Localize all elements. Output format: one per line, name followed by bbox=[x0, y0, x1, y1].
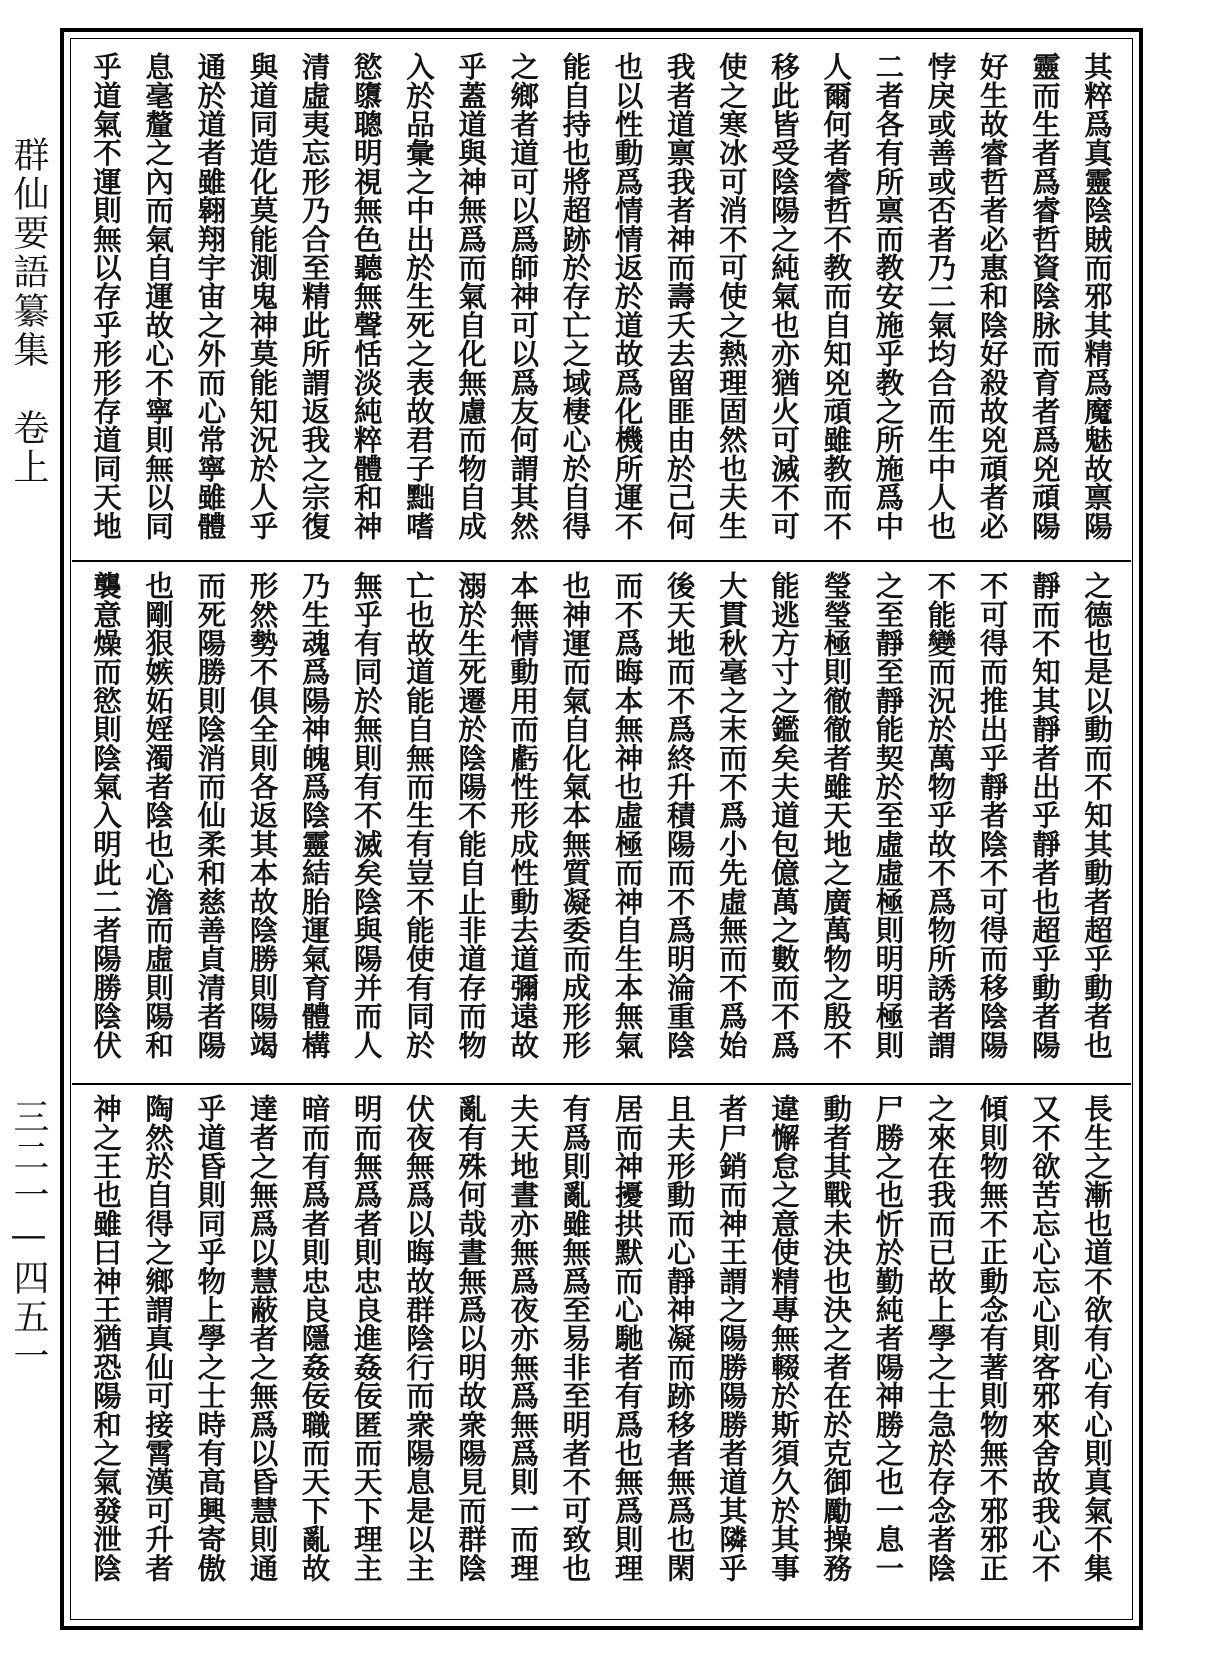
page-number: 三二一—四五一 bbox=[8, 1098, 49, 1376]
text-column: 靈而生者爲睿哲資陰脉而育者爲兇頑陽 bbox=[1027, 52, 1062, 540]
text-column: 亂有殊何哉晝無爲以明故衆陽見而群陰 bbox=[454, 1094, 489, 1582]
text-column: 也神運而氣自化氣本無質凝委而成形形 bbox=[558, 571, 593, 1059]
text-column: 通於道者雖翱翔宇宙之外而心常寧雖體 bbox=[193, 52, 228, 540]
text-column: 又不欲苦忘心忘心則客邪來舍故我心不 bbox=[1027, 1094, 1062, 1582]
text-column: 且夫形動而心靜神凝而跡移者無爲也閑 bbox=[662, 1094, 697, 1582]
text-column: 溺於生死遷於陰陽不能自止非道存而物 bbox=[454, 571, 489, 1059]
text-column: 乃生魂爲陽神魄爲陰靈結胎運氣育體構 bbox=[297, 571, 332, 1059]
text-column: 陶然於自得之鄉謂真仙可接霄漢可升者 bbox=[141, 1094, 176, 1582]
text-column: 乎道昏則同乎物上學之士時有高興寄傲 bbox=[193, 1094, 228, 1582]
text-column: 清虛夷忘形乃合至精此所謂返我之宗復 bbox=[297, 52, 332, 540]
text-column: 使之寒冰可消不可使之熱理固然也夫生 bbox=[714, 52, 749, 540]
text-column: 伏夜無爲以晦故群陰行而衆陽息是以主 bbox=[401, 1094, 436, 1582]
text-column: 乎蓋道與神無爲而氣自化無慮而物自成 bbox=[454, 52, 489, 540]
text-column: 而不爲晦本無神也虛極而神自生本無氣 bbox=[610, 571, 645, 1059]
text-column: 乎道氣不運則無以存乎形形存道同天地 bbox=[89, 52, 123, 540]
text-column: 息毫釐之內而氣自運故心不寧則無以同 bbox=[141, 52, 176, 540]
text-column: 傾則物無不正動念有著則物無不邪邪正 bbox=[975, 1094, 1010, 1582]
text-columns bbox=[84, 52, 1119, 554]
text-column: 之德也是以動而不知其動者超乎動者也 bbox=[1079, 571, 1114, 1059]
text-column: 後天地而不爲終升積陽而不爲明淪重陰 bbox=[662, 571, 697, 1059]
text-column: 無乎有同於無則有不滅矣陰與陽并而人 bbox=[349, 571, 384, 1059]
text-column: 達者之無爲以慧蔽者之無爲以昏慧則通 bbox=[245, 1094, 280, 1582]
text-column: 明而無爲者則忠良進姦佞匿而天下理主 bbox=[349, 1094, 384, 1582]
register-upper bbox=[78, 46, 1125, 558]
text-column: 大貫秋毫之末而不爲小先虛無而不爲始 bbox=[714, 571, 749, 1059]
text-column: 靜而不知其靜者出乎靜者也超乎動者陽 bbox=[1027, 571, 1062, 1059]
text-column: 人爾何者睿哲不教而自知兇頑雖教而不 bbox=[819, 52, 854, 540]
register-lower bbox=[78, 1088, 1125, 1606]
text-column: 能逃方寸之鑑矣夫道包億萬之數而不爲 bbox=[767, 571, 802, 1059]
text-column: 二者各有所禀而教安施乎教之所施爲中 bbox=[871, 52, 906, 540]
text-column: 夫天地晝亦無爲夜亦無爲無爲則一而理 bbox=[506, 1094, 541, 1582]
text-column: 者尸銷而神王謂之陽勝陽勝者道其隣乎 bbox=[714, 1094, 749, 1582]
text-column: 慾隳聰明視無色聽無聲恬淡純粹體和神 bbox=[349, 52, 384, 540]
book-title: 群仙要語纂集 卷上 bbox=[8, 136, 49, 487]
text-column: 不能變而況於萬物乎故不爲物所誘者謂 bbox=[923, 571, 958, 1059]
text-column: 有爲則亂雖無爲至易非至明者不可致也 bbox=[558, 1094, 593, 1582]
text-column: 居而神擾拱默而心馳者有爲也無爲則理 bbox=[610, 1094, 645, 1582]
text-column: 也剛狠嫉妬婬濁者陰也心澹而虛則陽和 bbox=[141, 571, 176, 1059]
text-column: 不可得而推出乎靜者陰不可得而移陰陽 bbox=[975, 571, 1010, 1059]
text-column: 之來在我而已故上學之士急於存念者陰 bbox=[923, 1094, 958, 1582]
page-frame bbox=[60, 28, 1143, 1630]
text-column: 好生故睿哲者必惠和陰好殺故兇頑者必 bbox=[975, 52, 1010, 540]
text-column: 我者道禀我者神而壽夭去留匪由於己何 bbox=[662, 52, 697, 540]
register-divider bbox=[72, 1083, 1131, 1085]
text-column: 能自持也將超跡於存亡之域棲心於自得 bbox=[558, 52, 593, 540]
text-column: 本無情動用而虧性形成性動去道彌遠故 bbox=[506, 571, 541, 1059]
text-column: 之鄉者道可以爲師神可以爲友何謂其然 bbox=[506, 52, 541, 540]
text-column: 也以性動爲情情返於道故爲化機所運不 bbox=[610, 52, 645, 540]
register-divider bbox=[72, 560, 1131, 562]
text-column: 亡也故道能自無而生有豈不能使有同於 bbox=[401, 571, 436, 1059]
text-column: 移此皆受陰陽之純氣也亦猶火可滅不可 bbox=[767, 52, 802, 540]
text-columns bbox=[84, 1094, 1119, 1602]
text-column: 暗而有爲者則忠良隱姦佞職而天下亂故 bbox=[297, 1094, 332, 1582]
text-column: 襲意燥而慾則陰氣入明此二者陽勝陰伏 bbox=[89, 571, 123, 1059]
text-column: 尸勝之也忻於勤純者陽神勝之也一息一 bbox=[871, 1094, 906, 1582]
text-column: 形然勢不俱全則各返其本故陰勝則陽竭 bbox=[245, 571, 280, 1059]
text-column: 動者其戰未決也決之者在於克御勵操務 bbox=[819, 1094, 854, 1582]
text-column: 其粹爲真靈陰賊而邪其精爲魔魅故禀陽 bbox=[1079, 52, 1114, 540]
text-column: 長生之漸也道不欲有心有心則真氣不集 bbox=[1079, 1094, 1114, 1582]
register-middle bbox=[78, 565, 1125, 1080]
text-column: 入於品彙之中出於生死之表故君子黜嗜 bbox=[401, 52, 436, 540]
text-column: 神之王也雖曰神王猶恐陽和之氣發泄陰 bbox=[89, 1094, 123, 1582]
text-column: 與道同造化莫能測鬼神莫能知況於人乎 bbox=[245, 52, 280, 540]
text-column: 之至靜至靜能契於至虛虛極則明明極則 bbox=[871, 571, 906, 1059]
text-column: 違懈怠之意使精專無輟於斯須久於其事 bbox=[767, 1094, 802, 1582]
text-column: 悖戾或善或否者乃二氣均合而生中人也 bbox=[923, 52, 958, 540]
text-column: 瑩瑩極則徹徹者雖天地之廣萬物之殷不 bbox=[819, 571, 854, 1059]
text-column: 而死陽勝則陰消而仙柔和慈善貞清者陽 bbox=[193, 571, 228, 1059]
text-columns bbox=[84, 571, 1119, 1076]
